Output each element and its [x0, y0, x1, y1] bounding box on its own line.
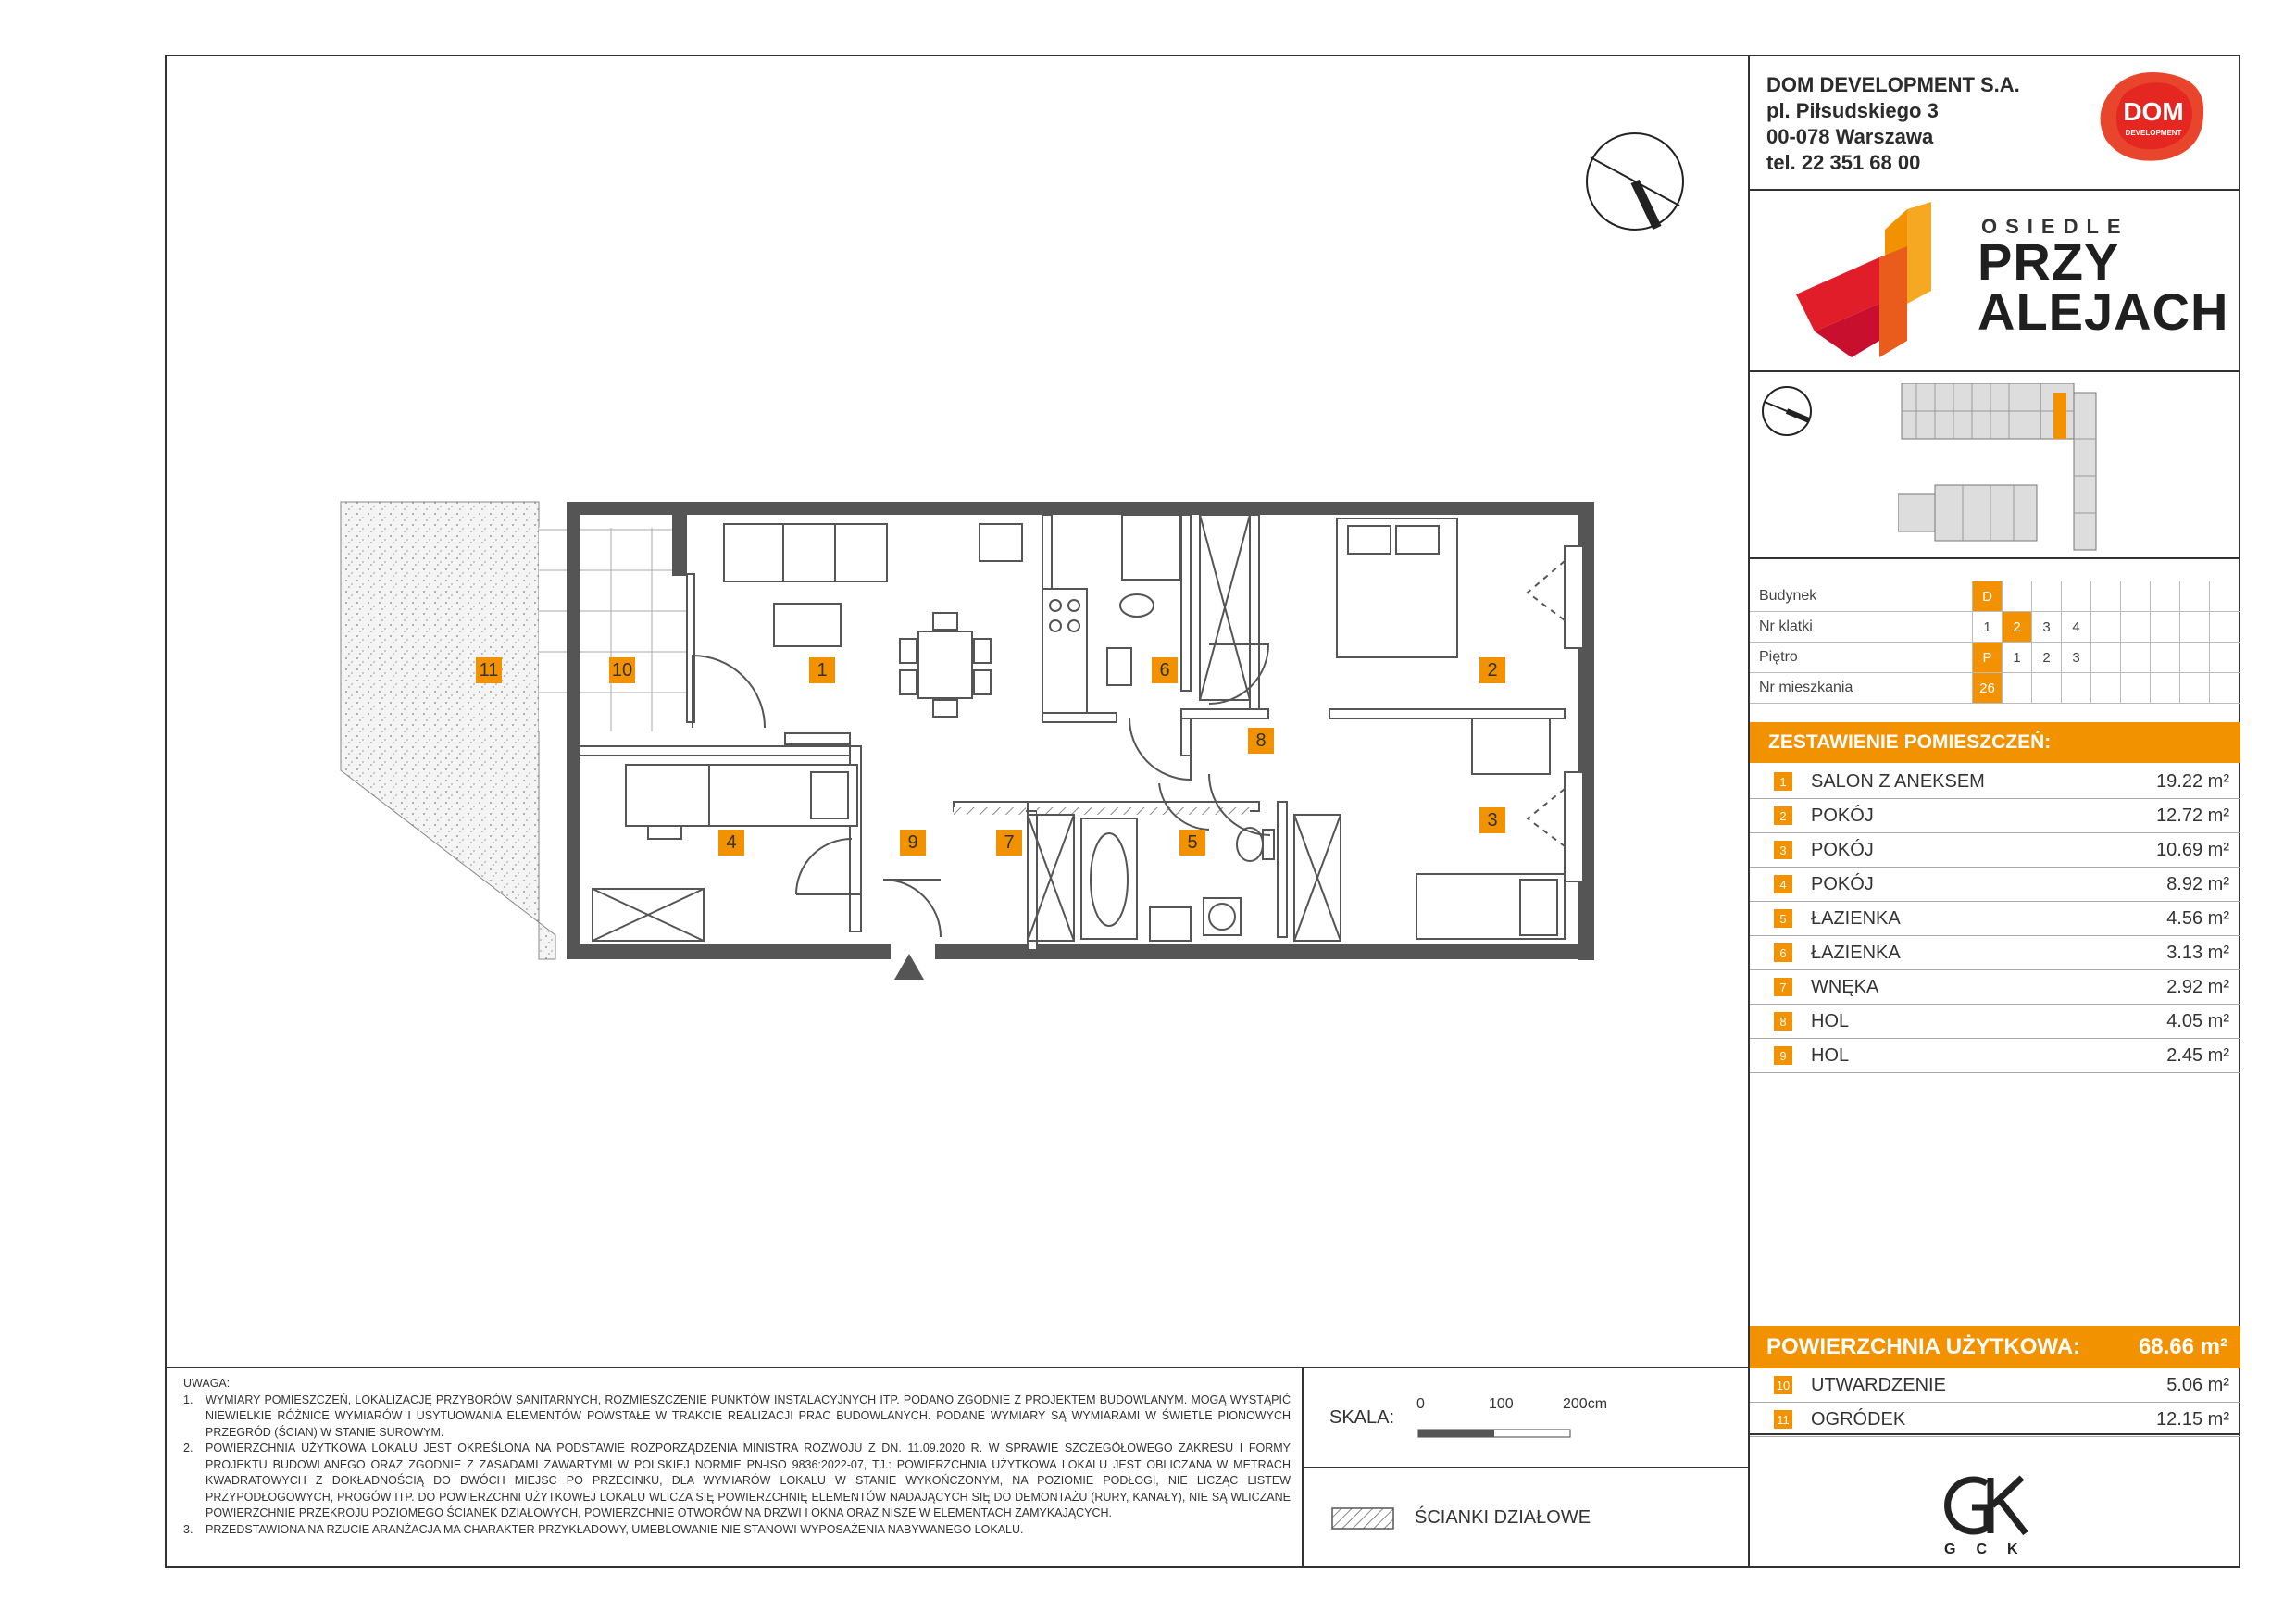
room-row	[1750, 765, 2240, 799]
floor-option-selected: P	[1972, 643, 2002, 672]
company-name: DOM DEVELOPMENT S.A.	[1766, 73, 2020, 96]
gck-logo	[1939, 1474, 2031, 1543]
keyplan-compass-icon	[1759, 383, 1815, 443]
info-row-apartment	[1750, 673, 2240, 704]
keyplan-building-map	[1898, 383, 2120, 564]
room-number-badge: 4	[1774, 875, 1792, 893]
info-cell-empty	[2090, 673, 2120, 703]
apartment-info-table	[1750, 581, 2240, 704]
gck-logo-text: GCK	[1944, 1542, 2039, 1557]
info-cell-empty	[2179, 643, 2209, 672]
terrace-area	[539, 528, 687, 731]
room-number-badge: 2	[1774, 806, 1792, 825]
plan-room-label: 9	[900, 830, 926, 856]
company-street: pl. Piłsudskiego 3	[1766, 99, 1939, 122]
room-number-badge: 7	[1774, 978, 1792, 996]
note-item	[183, 1393, 1291, 1442]
scale-tick-0: 0	[1416, 1396, 1425, 1412]
brand-divider	[1748, 370, 2240, 372]
garden-area	[341, 502, 555, 959]
building-label: Budynek	[1759, 588, 1817, 604]
scale-tick-200: 200cm	[1563, 1396, 1608, 1412]
furniture	[626, 515, 1565, 941]
plan-room-label: 6	[1152, 657, 1178, 683]
info-cell-empty	[2209, 612, 2239, 642]
room-number-badge: 3	[1774, 841, 1792, 859]
apartment-label: Nr mieszkania	[1759, 680, 1853, 695]
info-cell-empty	[2209, 673, 2239, 703]
info-cell-empty	[2179, 581, 2209, 611]
scale-tick-100: 100	[1489, 1396, 1514, 1412]
building-value: D	[1972, 581, 2002, 611]
note-item	[183, 1522, 1291, 1539]
notes-block	[183, 1376, 1291, 1538]
project-line3: ALEJACH	[1978, 282, 2229, 341]
note-number: 2.	[183, 1442, 193, 1455]
plan-room-label: 10	[609, 657, 635, 683]
room-area: 10.69 m²	[2156, 839, 2229, 860]
room-name: ŁAZIENKA	[1811, 907, 1901, 929]
extra-area-row	[1750, 1403, 2240, 1437]
room-row	[1750, 799, 2240, 833]
project-name	[1978, 232, 2229, 341]
info-cell-empty	[2002, 581, 2031, 611]
info-cell-empty	[2061, 581, 2090, 611]
company-divider	[1748, 189, 2240, 191]
total-area-value: 68.66 m²	[2138, 1334, 2227, 1359]
przy-alejach-logo	[1796, 202, 1972, 364]
apartment-value: 26	[1972, 673, 2002, 703]
room-name: POKÓJ	[1811, 839, 1874, 860]
floor-option: 3	[2061, 643, 2090, 672]
room-row	[1750, 833, 2240, 868]
project-line1: OSIEDLE	[1981, 215, 2129, 238]
company-city: 00-078 Warszawa	[1766, 125, 1934, 148]
info-cell-empty	[2090, 612, 2120, 642]
note-number: 3.	[183, 1522, 193, 1536]
info-cell-empty	[2209, 581, 2239, 611]
stairwell-label: Nr klatki	[1759, 618, 1813, 634]
extra-number-badge: 10	[1774, 1376, 1792, 1394]
plan-room-label: 5	[1179, 830, 1205, 856]
dom-logo-text: DOM	[2123, 97, 2184, 126]
stairwell-option: 1	[1972, 612, 2002, 642]
note-text: WYMIARY POMIESZCZEŃ, LOKALIZACJĘ PRZYBORÓW SANITARNYCH, ROZMIESZCZENIE PUNKTÓW INSTALACYJNYCH ITP. PODANO ZGODNIE Z PROJEKTEM BUDOWLANYM. MOGĄ WYSTĄPIĆ NIEWIELKIE RÓŻNICE WYMIARÓW I USYTUOWANIA ELEMENTÓW POWSTAŁE W TRAKCIE REALIZACJI PRAC BUDOWLANYCH. PODANE WYMIARY SĄ WYMIARAMI W ŚWIETLE PIONOWYCH PRZEGRÓD (ŚCIAN) W STANIE SUROWYM.	[206, 1393, 1291, 1439]
extra-area: 12.15 m²	[2156, 1408, 2229, 1430]
plan-room-label: 2	[1479, 657, 1505, 683]
extra-area: 5.06 m²	[2166, 1374, 2229, 1395]
room-area: 3.13 m²	[2166, 942, 2229, 963]
room-number-badge: 5	[1774, 909, 1792, 928]
info-cell-empty	[2031, 581, 2061, 611]
plan-room-label: 11	[476, 657, 502, 683]
info-cell-empty	[2150, 673, 2179, 703]
info-cell-empty	[2209, 643, 2239, 672]
extra-name: OGRÓDEK	[1811, 1408, 1906, 1430]
scale-bar	[1416, 1415, 1620, 1447]
info-row-floor	[1750, 643, 2240, 673]
scale-label: SKALA:	[1329, 1407, 1395, 1428]
stairwell-option-selected: 2	[2002, 612, 2031, 642]
company-phone: tel. 22 351 68 00	[1766, 151, 1921, 174]
extra-name: UTWARDZENIE	[1811, 1374, 1946, 1395]
note-text: POWIERZCHNIA UŻYTKOWA LOKALU JEST OKREŚLONA NA PODSTAWIE ROZPORZĄDZENIA MINISTRA ROZWOJU Z DN. 11.09.2020 R. W SPRAWIE SZCZEGÓŁOWEGO ZAKRESU I FORMY PROJEKTU BUDOWLANEGO ORAZ ZGODNIE Z ZASADAMI ZAWARTYMI W POLSKIEJ NORMIE PN-ISO 9836:2022-07, TJ.: POWIERZCHNIA UŻYTKOWA LOKALU JEST OBLICZANA W METRACH KWADRATOWYCH Z DOKŁADNOŚCIĄ DO DWÓCH MIEJSC PO PRZECINKU, DLA WYMIARÓW LOKALU W STANIE WYKOŃCZONYM, NA POZIOMIE PODŁOGI, NIE LICZĄC LISTEW PRZYPODŁOGOWYCH, PROGÓW ITP. DO POWIERZCHNI UŻYTKOWEJ LOKALU WLICZA SIĘ POWIERZCHNIĘ ELEMENTÓW NADAJĄCYCH SIĘ DO DEMONTAŻU (RURY, KANAŁY), NIE SĄ WLICZANE POWIERZCHNIE PRZEKROJU POZIOMEGO ŚCIANEK DZIAŁOWYCH, POWIERZCHNIE OTWORÓW NA DRZWI I OKNA ORAZ NISZE W ELEMENTACH ZAMYKAJĄCYCH.	[206, 1442, 1291, 1519]
legend-hatch-swatch	[1331, 1507, 1396, 1536]
entrance-marker-icon	[894, 954, 924, 980]
info-cell-empty	[2031, 673, 2061, 703]
info-cell-empty	[2150, 612, 2179, 642]
note-item	[183, 1441, 1291, 1522]
floor-label: Piętro	[1759, 649, 1798, 665]
room-name: ŁAZIENKA	[1811, 942, 1901, 963]
rooms-header: ZESTAWIENIE POMIESZCZEŃ:	[1750, 722, 2240, 763]
room-name: WNĘKA	[1811, 976, 1879, 997]
floor-option: 1	[2002, 643, 2031, 672]
info-cell-empty	[2179, 673, 2209, 703]
room-number-badge: 8	[1774, 1012, 1792, 1031]
plan-room-label: 1	[809, 657, 835, 683]
room-number-badge: 6	[1774, 943, 1792, 962]
info-cell-empty	[2120, 581, 2150, 611]
room-name: POKÓJ	[1811, 805, 1874, 826]
note-number: 1.	[183, 1393, 193, 1406]
room-area: 4.05 m²	[2166, 1010, 2229, 1031]
dom-logo-subtext: DEVELOPMENT	[2125, 129, 2182, 137]
info-cell-empty	[2179, 612, 2209, 642]
room-name: POKÓJ	[1811, 873, 1874, 894]
room-area: 2.45 m²	[2166, 1044, 2229, 1066]
room-row	[1750, 902, 2240, 936]
room-row	[1750, 970, 2240, 1005]
room-row	[1750, 868, 2240, 902]
info-cell-empty	[2002, 673, 2031, 703]
info-row-building	[1750, 581, 2240, 612]
plan-room-label: 7	[996, 830, 1022, 856]
room-name: SALON Z ANEKSEM	[1811, 770, 1985, 792]
info-cell-empty	[2120, 612, 2150, 642]
stairwell-option: 3	[2031, 612, 2061, 642]
dom-development-logo	[2096, 70, 2211, 168]
room-row	[1750, 1005, 2240, 1039]
info-cell-empty	[2150, 643, 2179, 672]
info-row-stairwell	[1750, 612, 2240, 643]
company-info	[1766, 72, 2020, 176]
info-cell-empty	[2120, 673, 2150, 703]
room-area: 2.92 m²	[2166, 976, 2229, 997]
info-cell-empty	[2150, 581, 2179, 611]
notes-title: UWAGA:	[183, 1377, 231, 1390]
footer-scale-divider	[1302, 1467, 1750, 1468]
room-area: 4.56 m²	[2166, 907, 2229, 929]
extra-number-badge: 11	[1774, 1410, 1792, 1429]
room-area: 19.22 m²	[2156, 770, 2229, 792]
room-area: 8.92 m²	[2166, 873, 2229, 894]
info-cell-empty	[2090, 643, 2120, 672]
legend-label: ŚCIANKI DZIAŁOWE	[1415, 1507, 1591, 1528]
project-line2: PRZY	[1978, 232, 2120, 291]
info-cell-empty	[2090, 581, 2120, 611]
total-area-bar	[1750, 1326, 2240, 1368]
room-number-badge: 1	[1774, 772, 1792, 791]
total-area-label: POWIERZCHNIA UŻYTKOWA:	[1766, 1334, 2081, 1359]
room-name: HOL	[1811, 1010, 1850, 1031]
room-area: 12.72 m²	[2156, 805, 2229, 826]
plan-room-label: 4	[718, 830, 744, 856]
north-compass-icon	[1587, 133, 1683, 230]
room-row	[1750, 936, 2240, 970]
info-cell-empty	[2061, 673, 2090, 703]
room-row	[1750, 1039, 2240, 1073]
room-name: HOL	[1811, 1044, 1850, 1066]
plan-room-label: 3	[1479, 807, 1505, 833]
stairwell-option: 4	[2061, 612, 2090, 642]
note-text: PRZEDSTAWIONA NA RZUCIE ARANŻACJA MA CHARAKTER PRZYKŁADOWY, UMEBLOWANIE NIE STANOWI WYPOSAŻENIA NABYWANEGO LOKALU.	[206, 1522, 1024, 1536]
floor-option: 2	[2031, 643, 2061, 672]
extras-list	[1750, 1368, 2240, 1437]
extra-area-row	[1750, 1368, 2240, 1403]
room-number-badge: 9	[1774, 1046, 1792, 1065]
rooms-list	[1750, 765, 2240, 1073]
plan-room-label: 8	[1248, 728, 1274, 754]
info-cell-empty	[2120, 643, 2150, 672]
